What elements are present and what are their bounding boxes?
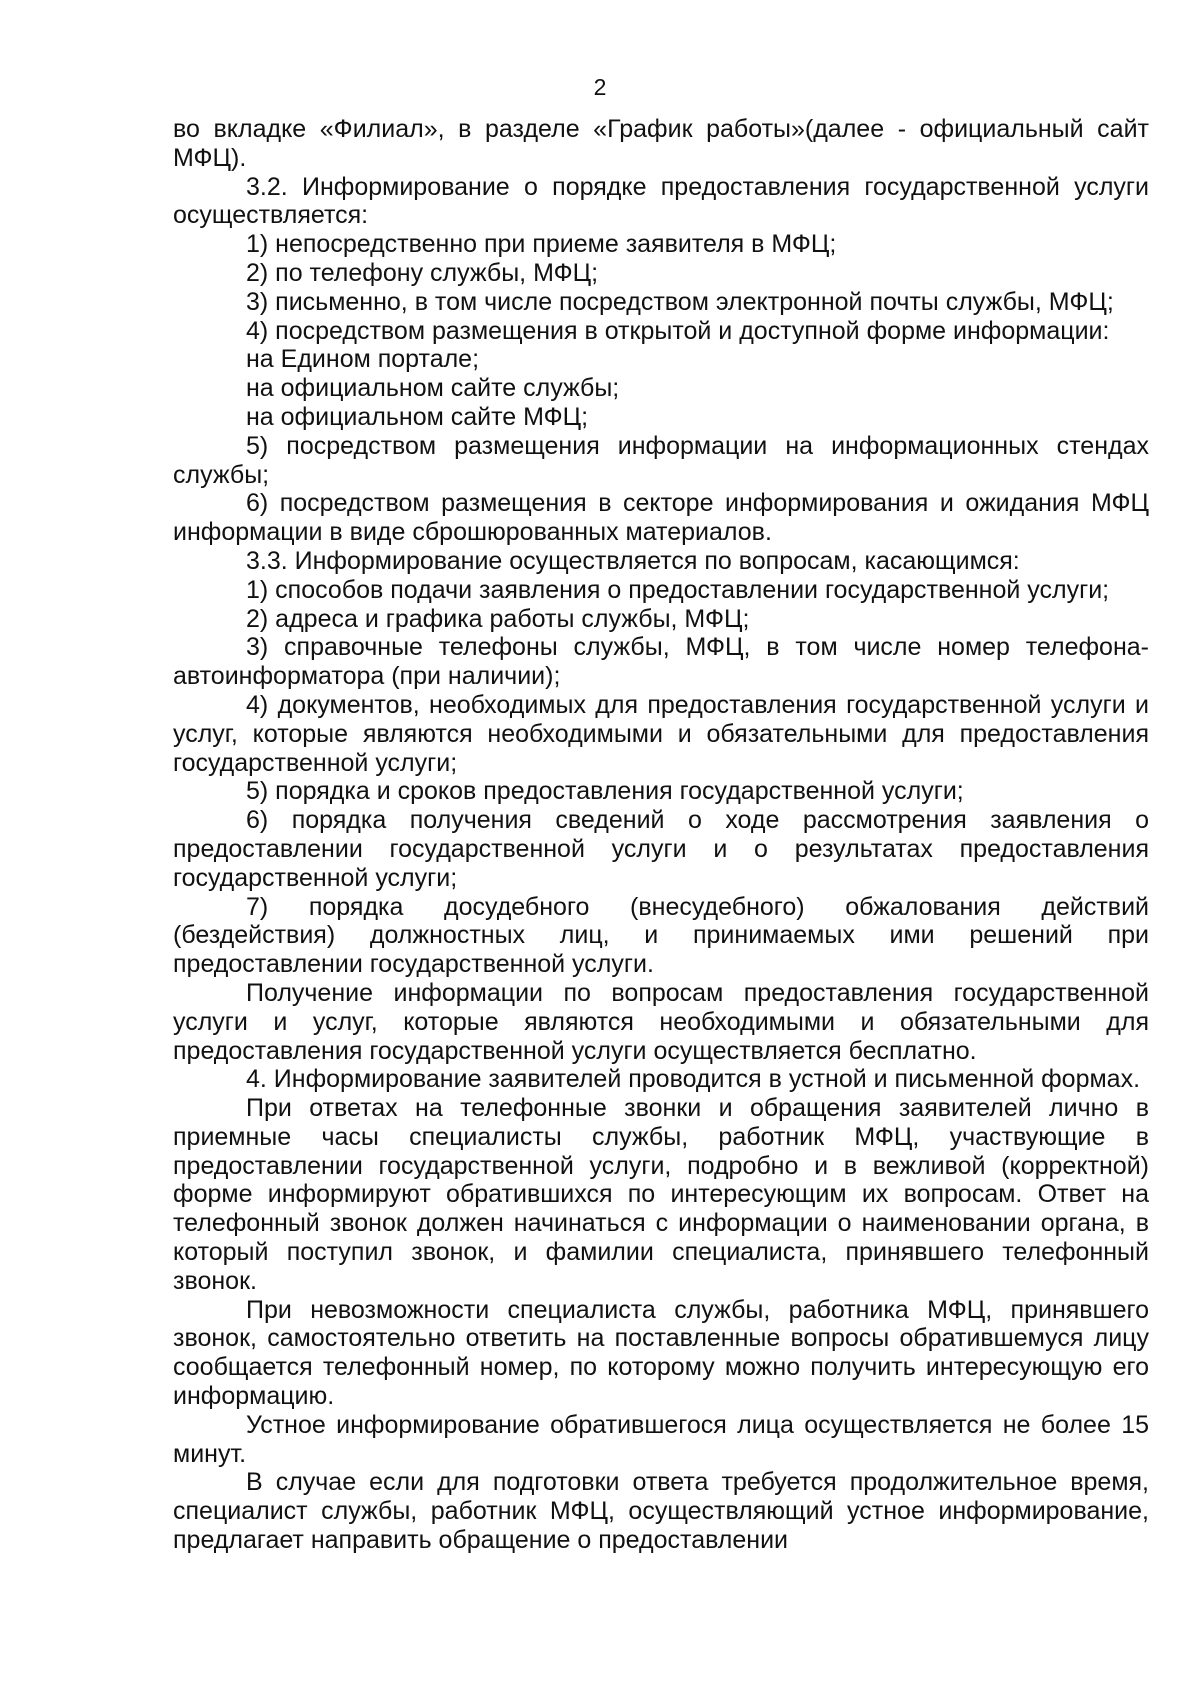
paragraph-phone-answers: При ответах на телефонные звонки и обращения заявителей лично в приемные часы специалисты службы, работник МФЦ, участвующие в предоставлении государственной услуги, подробно и в вежливой (корректной) форме информируют обратившихся по интересующим их вопросам. Ответ на телефонный звонок должен начинаться с информации о наименовании органа, в который поступил звонок, и фамилии специалиста, принявшего телефонный звонок. bbox=[173, 1094, 1149, 1295]
paragraph-continued: во вкладке «Филиал», в разделе «График работы»(далее - официальный сайт МФЦ). bbox=[173, 115, 1149, 172]
paragraph-redirect-number: При невозможности специалиста службы, работника МФЦ, принявшего звонок, самостоятельно ответить на поставленные вопросы обратившемуся лицу сообщается телефонный номер, по которому можно получить интересующую его информацию. bbox=[173, 1295, 1149, 1411]
paragraph-3-2: 3.2. Информирование о порядке предоставления государственной услуги осуществляется: bbox=[173, 172, 1149, 230]
list-item-3-3-4: 4) документов, необходимых для предоставления государственной услуги и услуг, которые являются необходимыми и обязательными для предоставления государственной услуги; bbox=[173, 690, 1149, 777]
list-item-3-3-1: 1) способов подачи заявления о предоставлении государственной услуги; bbox=[246, 575, 1110, 604]
list-item-3-2-1: 1) непосредственно при приеме заявителя в МФЦ; bbox=[246, 230, 837, 259]
document-body bbox=[173, 115, 1149, 1555]
list-item-3-2-3: 3) письменно, в том числе посредством электронной почты службы, МФЦ; bbox=[246, 287, 1114, 316]
list-item-3-2-6: 6) посредством размещения в секторе информирования и ожидания МФЦ информации в виде сброшюрованных материалов. bbox=[173, 489, 1149, 547]
sub-item-mfc-site: на официальном сайте МФЦ; bbox=[246, 402, 589, 431]
paragraph-long-preparation: В случае если для подготовки ответа требуется продолжительное время, специалист службы, работник МФЦ, осуществляющий устное информирование, предлагает направить обращение о предоставлении bbox=[173, 1468, 1149, 1555]
list-item-3-2-2: 2) по телефону службы, МФЦ; bbox=[246, 258, 599, 287]
paragraph-oral-duration: Устное информирование обратившегося лица осуществляется не более 15 минут. bbox=[173, 1410, 1149, 1468]
sub-item-unified-portal: на Едином портале; bbox=[246, 345, 480, 374]
list-item-3-3-2: 2) адреса и графика работы службы, МФЦ; bbox=[246, 604, 750, 633]
list-item-3-3-6: 6) порядка получения сведений о ходе рассмотрения заявления о предоставлении государственной услуги и о результатах предоставления государственной услуги; bbox=[173, 806, 1149, 892]
paragraph-free-of-charge: Получение информации по вопросам предоставления государственной услуги и услуг, которые являются необходимыми и обязательными для предоставления государственной услуги осуществляется бесплатно. bbox=[173, 978, 1149, 1065]
sub-item-service-site: на официальном сайте службы; bbox=[246, 374, 620, 403]
list-item-3-3-7: 7) порядка досудебного (внесудебного) обжалования действий (бездействия) должностных лиц, и принимаемых ими решений при предоставлении государственной услуги. bbox=[173, 892, 1149, 979]
paragraph-3-3: 3.3. Информирование осуществляется по вопросам, касающимся: bbox=[246, 546, 1020, 575]
list-item-3-2-5: 5) посредством размещения информации на информационных стендах службы; bbox=[173, 431, 1149, 489]
list-item-3-2-4: 4) посредством размещения в открытой и доступной форме информации: bbox=[246, 316, 1110, 345]
list-item-3-3-5: 5) порядка и сроков предоставления государственной услуги; bbox=[246, 777, 964, 806]
list-item-3-3-3: 3) справочные телефоны службы, МФЦ, в том числе номер телефона-автоинформатора (при наличии); bbox=[173, 633, 1149, 691]
paragraph-4: 4. Информирование заявителей проводится в устной и письменной формах. bbox=[246, 1065, 1141, 1094]
page-number: 2 bbox=[593, 74, 607, 100]
